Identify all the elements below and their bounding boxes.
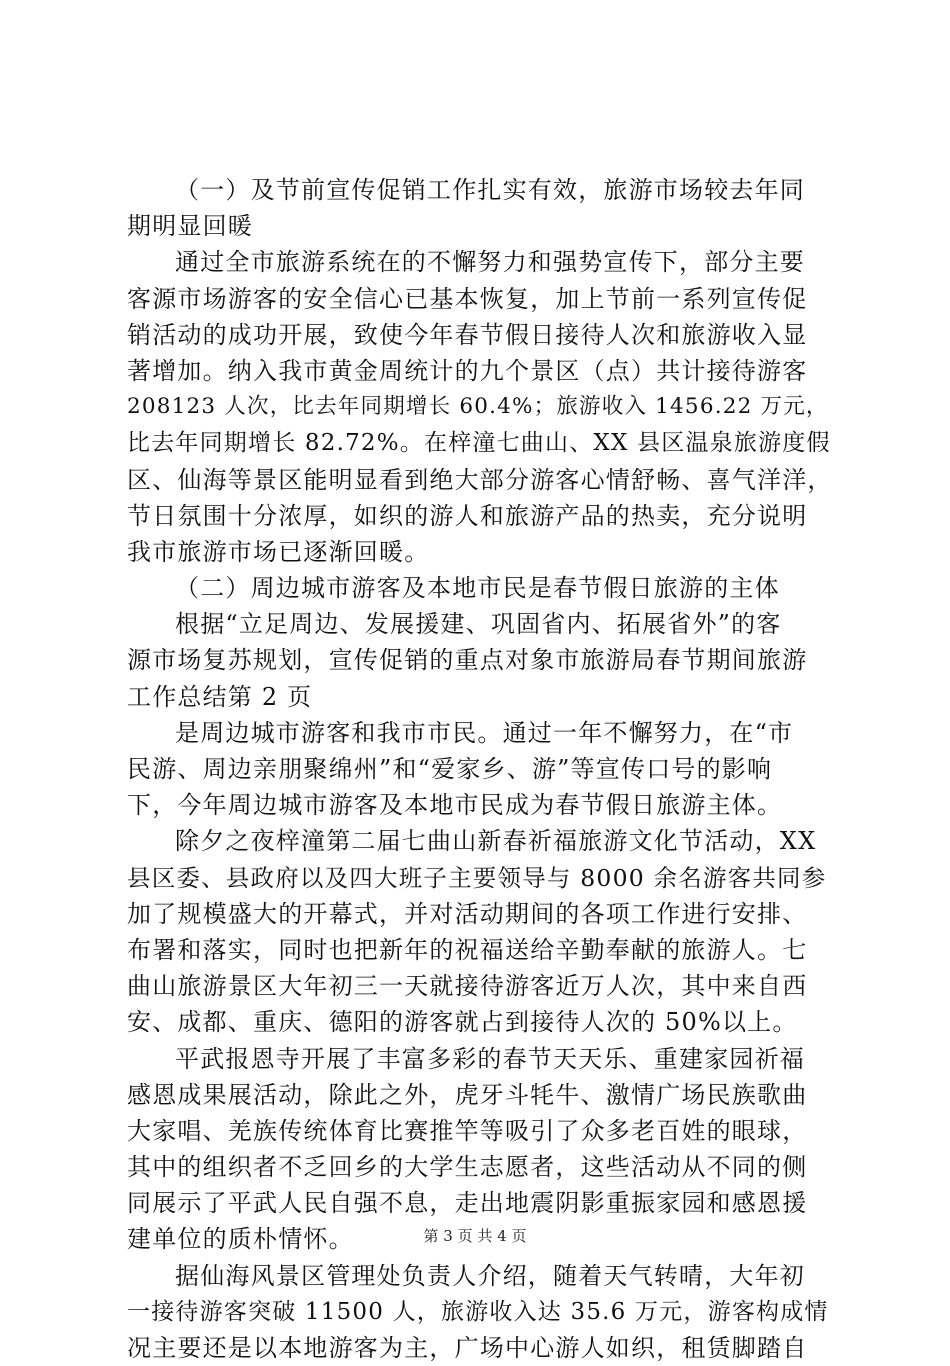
- text-line: 区、仙海等景区能明显看到绝大部分游客心情舒畅、喜气洋洋，: [127, 465, 833, 494]
- text-line: 建单位的质朴情怀。: [127, 1225, 354, 1254]
- text-line: 我市旅游市场已逐渐回暖。: [127, 537, 430, 566]
- text-line: 其中的组织者不乏回乡的大学生志愿者，这些活动从不同的侧: [127, 1153, 808, 1182]
- text-line: 下，今年周边城市游客及本地市民成为春节假日旅游主体。: [127, 791, 783, 820]
- text-line: 客源市场游客的安全信心已基本恢复，加上节前一系列宣传促: [127, 284, 808, 313]
- text-line: 208123 人次，比去年同期增长 60.4%；旅游收入 1456.22 万元，: [127, 394, 829, 420]
- text-line: 期明显回暖: [127, 212, 253, 241]
- text-line: 加了规模盛大的开幕式，并对活动期间的各项工作进行安排、: [127, 899, 808, 928]
- text-line: 县区委、县政府以及四大班子主要领导与 8000 余名游客共同参: [127, 863, 827, 892]
- text-line: 据仙海风景区管理处负责人介绍，随着天气转晴，大年初: [175, 1261, 805, 1290]
- text-line: 一接待游客突破 11500 人，旅游收入达 35.6 万元，游客构成情: [127, 1298, 829, 1325]
- text-line: 布署和落实，同时也把新年的祝福送给辛勤奉献的旅游人。七: [127, 935, 808, 964]
- text-line: 平武报恩寺开展了丰富多彩的春节天天乐、重建家园祈福: [175, 1044, 805, 1073]
- document-body: [127, 172, 837, 1366]
- text-line: 节日氛围十分浓厚，如织的游人和旅游产品的热卖，充分说明: [127, 501, 808, 530]
- text-line: 工作总结第 2 页: [127, 682, 313, 711]
- text-line: 况主要还是以本地游客为主，广场中心游人如织，租赁脚踏自: [127, 1334, 808, 1362]
- text-line: 民游、周边亲朋聚绵州”和“爱家乡、游”等宣传口号的影响: [127, 755, 773, 783]
- text-line: 根据“立足周边、发展援建、巩固省内、拓展省外”的客: [175, 610, 782, 639]
- page-footer: 第 3 页 共 4 页: [423, 1227, 527, 1245]
- text-line: 销活动的成功开展，致使今年春节假日接待人次和旅游收入显: [127, 320, 808, 349]
- text-line: 大家唱、羌族传统体育比赛推竿等吸引了众多老百姓的眼球，: [127, 1116, 808, 1145]
- text-line: 除夕之夜梓潼第二届七曲山新春祈福旅游文化节活动，XX: [175, 827, 817, 856]
- text-line: 感恩成果展活动，除此之外，虎牙斗牦牛、激情广场民族歌曲: [127, 1080, 808, 1109]
- text-line: 比去年同期增长 82.72%。在梓潼七曲山、XX 县区温泉旅游度假: [127, 430, 831, 457]
- text-line: 是周边城市游客和我市市民。通过一年不懈努力，在“市: [175, 718, 794, 747]
- text-line: （一）及节前宣传促销工作扎实有效，旅游市场较去年同: [175, 176, 805, 204]
- text-line: 同展示了平武人民自强不息，走出地震阴影重振家园和感恩援: [127, 1189, 808, 1218]
- text-line: 通过全市旅游系统在的不懈努力和强势宣传下，部分主要: [175, 248, 805, 277]
- text-line: （二）周边城市游客及本地市民是春节假日旅游的主体: [175, 574, 780, 603]
- text-line: 安、成都、重庆、德阳的游客就占到接待人次的 50%以上。: [127, 1008, 798, 1037]
- text-line: 源市场复苏规划，宣传促销的重点对象市旅游局春节期间旅游: [127, 646, 808, 675]
- text-line: 曲山旅游景区大年初三一天就接待游客近万人次，其中来自西: [127, 972, 808, 1001]
- text-line: 著增加。纳入我市黄金周统计的九个景区（点）共计接待游客: [127, 356, 808, 385]
